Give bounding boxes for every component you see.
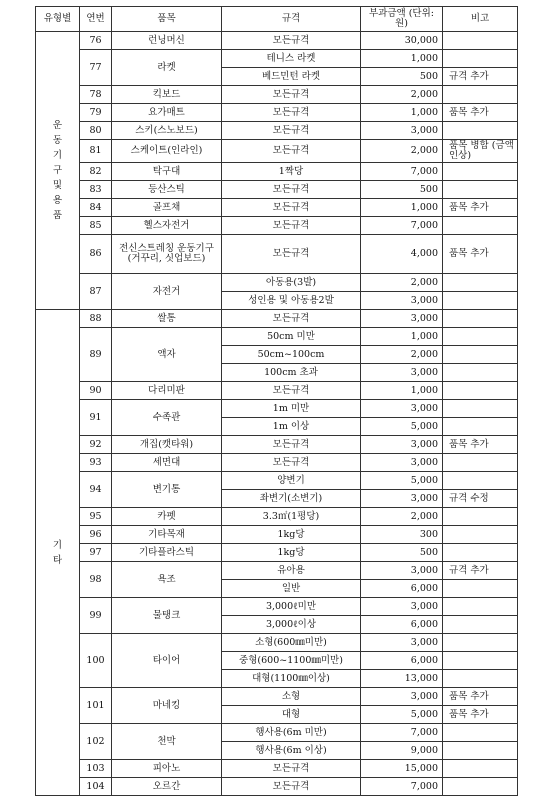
row-fee: 500 [361, 68, 443, 86]
row-spec: 모든규격 [222, 235, 361, 274]
row-number: 99 [80, 598, 112, 634]
table-row [36, 86, 518, 104]
row-item: 액자 [112, 328, 222, 382]
table-row [36, 199, 518, 217]
table-row [36, 634, 518, 652]
row-fee: 3,000 [361, 490, 443, 508]
row-spec: 성인용 및 아동용2발 [222, 292, 361, 310]
row-fee: 7,000 [361, 778, 443, 796]
row-number: 83 [80, 181, 112, 199]
row-fee: 3,000 [361, 562, 443, 580]
row-spec: 양변기 [222, 472, 361, 490]
row-note [443, 760, 518, 778]
row-fee: 7,000 [361, 724, 443, 742]
row-item: 쌀통 [112, 310, 222, 328]
row-note: 규격 추가 [443, 68, 518, 86]
row-note [443, 310, 518, 328]
row-item: 전신스트레칭 운동기구(거꾸리, 싯업보드) [112, 235, 222, 274]
row-item: 기타플라스틱 [112, 544, 222, 562]
category-cell [36, 310, 80, 796]
table-row [36, 778, 518, 796]
row-item: 마네킹 [112, 688, 222, 724]
row-fee: 1,000 [361, 328, 443, 346]
row-item: 물탱크 [112, 598, 222, 634]
row-fee: 3,000 [361, 598, 443, 616]
header-row [36, 7, 518, 32]
row-note [443, 454, 518, 472]
row-fee: 7,000 [361, 217, 443, 235]
row-number: 79 [80, 104, 112, 122]
row-spec: 행사용(6m 미만) [222, 724, 361, 742]
row-fee: 13,000 [361, 670, 443, 688]
row-spec: 모든규격 [222, 760, 361, 778]
row-fee: 9,000 [361, 742, 443, 760]
row-number: 77 [80, 50, 112, 86]
row-spec: 모든규격 [222, 199, 361, 217]
row-number: 97 [80, 544, 112, 562]
table-row [36, 688, 518, 706]
category-label: 운동기구 및 용품 [52, 120, 63, 221]
row-item: 헬스자전거 [112, 217, 222, 235]
row-spec: 모든규격 [222, 436, 361, 454]
row-fee: 2,000 [361, 508, 443, 526]
header-item: 품목 [112, 7, 222, 32]
table-body [36, 32, 518, 796]
row-fee: 2,000 [361, 86, 443, 104]
row-note: 규격 수정 [443, 490, 518, 508]
row-note [443, 346, 518, 364]
table-row [36, 140, 518, 163]
header-type: 유형별 [36, 7, 80, 32]
row-number: 81 [80, 140, 112, 163]
row-number: 95 [80, 508, 112, 526]
row-fee: 6,000 [361, 652, 443, 670]
row-number: 85 [80, 217, 112, 235]
row-number: 96 [80, 526, 112, 544]
row-note: 품목 병합 (금액인상) [443, 140, 518, 163]
row-fee: 7,000 [361, 163, 443, 181]
row-spec: 3.3㎡(1평당) [222, 508, 361, 526]
table-row [36, 235, 518, 274]
row-fee: 3,000 [361, 122, 443, 140]
row-number: 82 [80, 163, 112, 181]
row-item: 오르간 [112, 778, 222, 796]
row-note [443, 382, 518, 400]
row-number: 94 [80, 472, 112, 508]
row-item: 스케이트(인라인) [112, 140, 222, 163]
row-spec: 50cm 미만 [222, 328, 361, 346]
row-note: 품목 추가 [443, 436, 518, 454]
row-number: 92 [80, 436, 112, 454]
row-item: 타이어 [112, 634, 222, 688]
category-label: 기타 [52, 539, 63, 566]
row-note [443, 217, 518, 235]
table-row [36, 122, 518, 140]
row-item: 피아노 [112, 760, 222, 778]
row-spec: 1짝당 [222, 163, 361, 181]
row-fee: 1,000 [361, 199, 443, 217]
row-number: 101 [80, 688, 112, 724]
row-item: 자전거 [112, 274, 222, 310]
row-spec: 모든규격 [222, 140, 361, 163]
row-number: 102 [80, 724, 112, 760]
row-note [443, 472, 518, 490]
row-item: 변기통 [112, 472, 222, 508]
row-note [443, 328, 518, 346]
row-item: 욕조 [112, 562, 222, 598]
table-row [36, 562, 518, 580]
row-note [443, 274, 518, 292]
fee-table [35, 6, 518, 796]
row-item: 라켓 [112, 50, 222, 86]
header-no: 연번 [80, 7, 112, 32]
row-note [443, 122, 518, 140]
row-fee: 300 [361, 526, 443, 544]
row-note [443, 652, 518, 670]
row-spec: 모든규격 [222, 454, 361, 472]
header-spec: 규격 [222, 7, 361, 32]
row-note: 규격 추가 [443, 562, 518, 580]
row-fee: 4,000 [361, 235, 443, 274]
row-note [443, 544, 518, 562]
table-row [36, 472, 518, 490]
row-fee: 2,000 [361, 346, 443, 364]
row-number: 80 [80, 122, 112, 140]
row-spec: 모든규격 [222, 86, 361, 104]
row-fee: 5,000 [361, 706, 443, 724]
table-row [36, 32, 518, 50]
row-note [443, 670, 518, 688]
row-note [443, 616, 518, 634]
row-item: 스키(스노보드) [112, 122, 222, 140]
row-item: 천막 [112, 724, 222, 760]
row-item: 런닝머신 [112, 32, 222, 50]
row-note [443, 598, 518, 616]
row-spec: 대형(1100㎜이상) [222, 670, 361, 688]
row-spec: 좌변기(소변기) [222, 490, 361, 508]
row-item: 카펫 [112, 508, 222, 526]
row-spec: 모든규격 [222, 310, 361, 328]
row-item: 요가매트 [112, 104, 222, 122]
table-row [36, 382, 518, 400]
row-spec: 1kg당 [222, 544, 361, 562]
row-number: 104 [80, 778, 112, 796]
table-row [36, 400, 518, 418]
row-note [443, 508, 518, 526]
row-spec: 모든규격 [222, 104, 361, 122]
row-note [443, 181, 518, 199]
row-spec: 모든규격 [222, 181, 361, 199]
row-spec: 3,000ℓ미만 [222, 598, 361, 616]
row-number: 84 [80, 199, 112, 217]
row-fee: 500 [361, 181, 443, 199]
row-number: 76 [80, 32, 112, 50]
row-fee: 3,000 [361, 634, 443, 652]
row-item: 개집(캣타워) [112, 436, 222, 454]
row-fee: 3,000 [361, 400, 443, 418]
row-fee: 1,000 [361, 50, 443, 68]
row-note [443, 724, 518, 742]
row-note [443, 418, 518, 436]
table-row [36, 50, 518, 68]
row-spec: 유아용 [222, 562, 361, 580]
row-item: 킥보드 [112, 86, 222, 104]
table-row [36, 328, 518, 346]
row-note [443, 163, 518, 181]
row-note [443, 400, 518, 418]
table-row [36, 454, 518, 472]
row-note [443, 32, 518, 50]
row-spec: 소형(600㎜미만) [222, 634, 361, 652]
table-row [36, 163, 518, 181]
row-spec: 1kg당 [222, 526, 361, 544]
row-number: 91 [80, 400, 112, 436]
table-row [36, 544, 518, 562]
row-spec: 모든규격 [222, 32, 361, 50]
row-number: 88 [80, 310, 112, 328]
row-fee: 3,000 [361, 688, 443, 706]
row-note [443, 742, 518, 760]
row-spec: 모든규격 [222, 217, 361, 235]
header-fee: 부과금액 (단위:원) [361, 7, 443, 32]
row-note: 품목 추가 [443, 104, 518, 122]
row-fee: 2,000 [361, 140, 443, 163]
category-cell [36, 32, 80, 310]
row-fee: 500 [361, 544, 443, 562]
row-fee: 5,000 [361, 418, 443, 436]
table-row [36, 274, 518, 292]
row-number: 100 [80, 634, 112, 688]
row-note [443, 50, 518, 68]
row-fee: 1,000 [361, 382, 443, 400]
row-number: 98 [80, 562, 112, 598]
table-row [36, 724, 518, 742]
row-fee: 3,000 [361, 436, 443, 454]
row-spec: 모든규격 [222, 778, 361, 796]
row-spec: 중형(600~1100㎜미만) [222, 652, 361, 670]
row-note [443, 526, 518, 544]
table-row [36, 104, 518, 122]
row-number: 78 [80, 86, 112, 104]
row-note [443, 778, 518, 796]
table-row [36, 217, 518, 235]
row-fee: 3,000 [361, 310, 443, 328]
row-number: 103 [80, 760, 112, 778]
row-note [443, 634, 518, 652]
row-note: 품목 추가 [443, 199, 518, 217]
row-number: 93 [80, 454, 112, 472]
row-item: 기타목재 [112, 526, 222, 544]
row-fee: 3,000 [361, 292, 443, 310]
table-row [36, 310, 518, 328]
row-spec: 모든규격 [222, 122, 361, 140]
row-number: 90 [80, 382, 112, 400]
row-item: 세면대 [112, 454, 222, 472]
row-fee: 3,000 [361, 364, 443, 382]
row-spec: 베드민턴 라켓 [222, 68, 361, 86]
row-note: 품목 추가 [443, 235, 518, 274]
row-note [443, 364, 518, 382]
row-note: 품목 추가 [443, 688, 518, 706]
row-spec: 소형 [222, 688, 361, 706]
table-row [36, 760, 518, 778]
row-spec: 대형 [222, 706, 361, 724]
table-row [36, 436, 518, 454]
row-spec: 행사용(6m 이상) [222, 742, 361, 760]
row-note [443, 292, 518, 310]
row-fee: 5,000 [361, 472, 443, 490]
table-row [36, 508, 518, 526]
row-item: 골프채 [112, 199, 222, 217]
row-item: 탁구대 [112, 163, 222, 181]
row-fee: 6,000 [361, 616, 443, 634]
row-fee: 1,000 [361, 104, 443, 122]
row-spec: 3,000ℓ이상 [222, 616, 361, 634]
row-spec: 1m 이상 [222, 418, 361, 436]
row-fee: 2,000 [361, 274, 443, 292]
row-spec: 테니스 라켓 [222, 50, 361, 68]
row-item: 등산스틱 [112, 181, 222, 199]
row-spec: 50cm~100cm [222, 346, 361, 364]
row-note [443, 580, 518, 598]
row-spec: 100cm 초과 [222, 364, 361, 382]
row-fee: 30,000 [361, 32, 443, 50]
row-spec: 1m 미만 [222, 400, 361, 418]
row-note [443, 86, 518, 104]
row-item: 수족관 [112, 400, 222, 436]
row-fee: 15,000 [361, 760, 443, 778]
row-spec: 일반 [222, 580, 361, 598]
header-note: 비고 [443, 7, 518, 32]
row-fee: 3,000 [361, 454, 443, 472]
row-number: 86 [80, 235, 112, 274]
row-number: 87 [80, 274, 112, 310]
table-row [36, 526, 518, 544]
row-number: 89 [80, 328, 112, 382]
row-spec: 모든규격 [222, 382, 361, 400]
row-fee: 6,000 [361, 580, 443, 598]
row-note: 품목 추가 [443, 706, 518, 724]
row-item: 다리미판 [112, 382, 222, 400]
table-row [36, 598, 518, 616]
row-spec: 아동용(3발) [222, 274, 361, 292]
table-row [36, 181, 518, 199]
